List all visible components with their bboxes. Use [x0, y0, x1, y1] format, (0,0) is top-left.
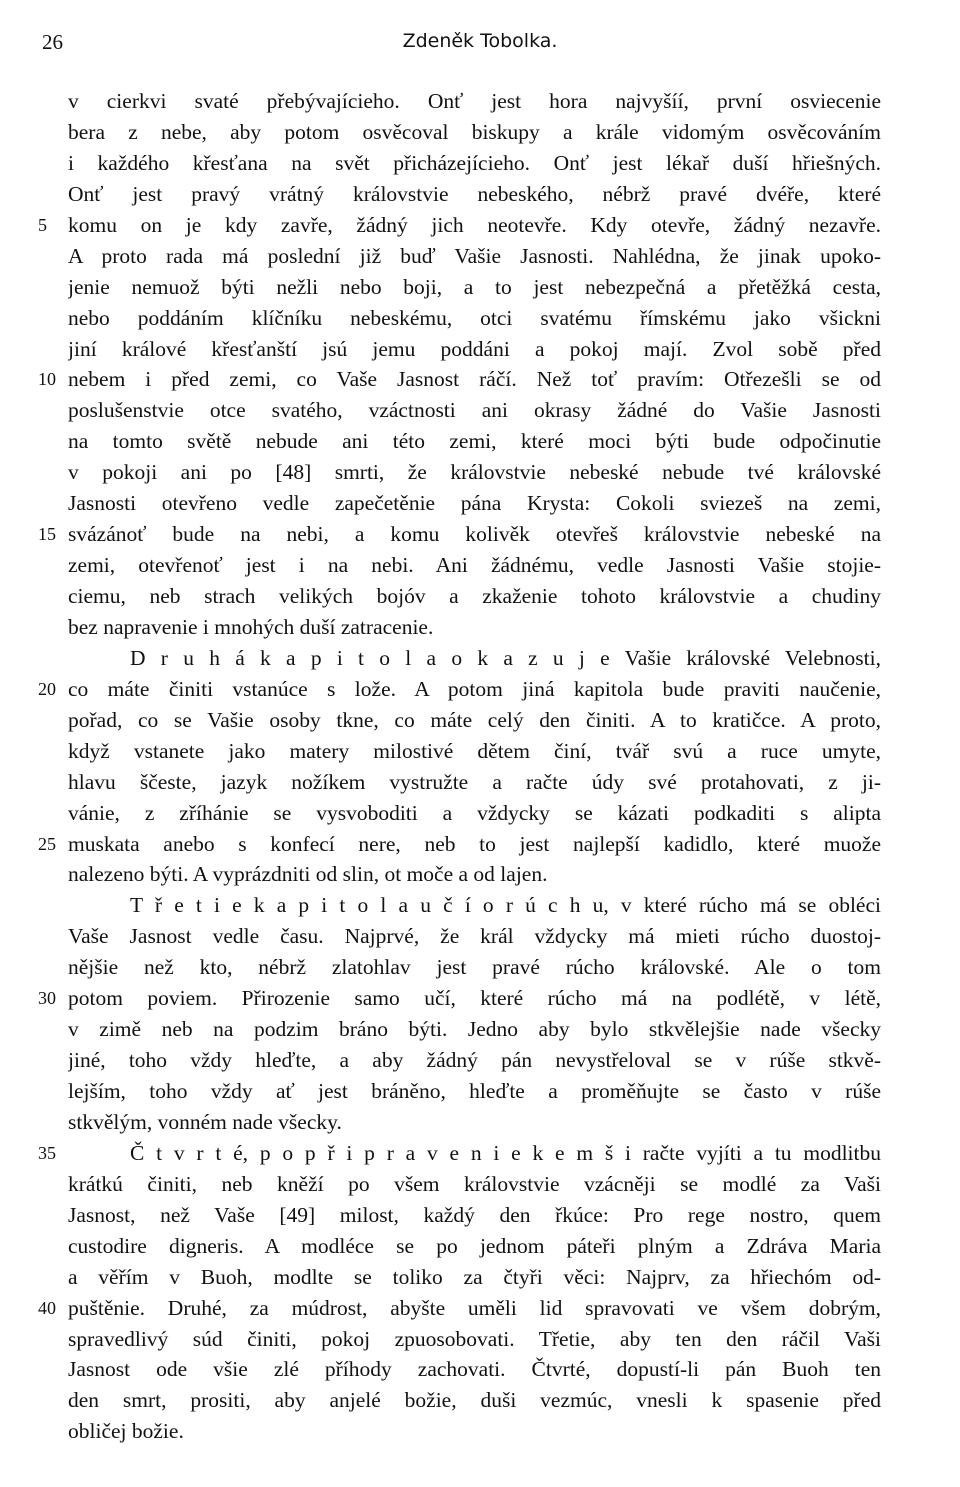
- text-line: [0, 272, 960, 303]
- line-text: a věřím v Buoh, modlte se toliko za čtyři věci: Najprv, za hřiechóm od-: [68, 1264, 881, 1289]
- text-line: [0, 859, 960, 890]
- text-line: [0, 241, 960, 272]
- text-line: [0, 1014, 960, 1045]
- text-line: [0, 86, 960, 117]
- line-text: v cierkvi svaté přebývajícieho. Onť jest hora najvyšíí, první osviecenie: [68, 89, 881, 113]
- line-number: 20: [38, 678, 56, 699]
- text-line: [0, 921, 960, 952]
- text-line: [0, 1262, 960, 1293]
- line-text: stkvělým, vonném nade všecky.: [68, 1109, 342, 1134]
- text-line: [0, 952, 960, 983]
- line-text: jiné, toho vždy hleďte, a aby žádný pán nevystřeloval se v rúše stkvě-: [68, 1048, 881, 1073]
- line-text: puštěnie. Druhé, za múdrost, abyšte uměli lid spravovati ve všem dobrým,: [68, 1295, 881, 1320]
- line-text: ciemu, neb strach velikých bojóv a zkaženie tohoto královstvie a chudiny: [68, 584, 881, 608]
- line-text: zemi, otevřenoť jest i na nebi. Ani žádnému, vedle Jasnosti Vašie stojie-: [68, 553, 881, 578]
- line-text: pořad, co se Vašie osoby tkne, co máte celý den činiti. A to kratičce. A proto,: [68, 707, 881, 732]
- text-line: [0, 736, 960, 767]
- line-text: nebem i před zemi, co Vaše Jasnost ráčí. Než toť pravím: Otřezešli se od: [68, 367, 881, 392]
- page-number: 26: [42, 30, 63, 54]
- text-line: [0, 705, 960, 736]
- line-text: custodire digneris. A modléce se po jednom páteři plným a Zdráva Maria: [68, 1233, 881, 1258]
- line-text: co máte činiti vstanúce s lože. A potom jiná kapitola bude praviti naučenie,: [68, 676, 881, 701]
- text-line: [0, 519, 960, 550]
- text-line: [0, 210, 960, 241]
- line-text: vánie, z zříhánie se vysvoboditi a vždycky se kázati podkaditi s alipta: [68, 800, 881, 825]
- text-line: [0, 612, 960, 643]
- line-text: den smrt, prositi, aby anjelé božie, duši vezmúc, vnesli k spasenie před: [68, 1388, 881, 1413]
- line-text: Vaše Jasnost vedle času. Najprvé, že král vždycky má mieti rúcho duostoj-: [68, 924, 881, 949]
- text-line: [0, 426, 960, 457]
- line-text: krátkú činiti, neb kněží po všem královstvie vzácněji se modlé za Vaši: [68, 1171, 881, 1196]
- line-text: komu on je kdy zavře, žádný jich neotevře. Kdy otevře, žádný nezavře.: [68, 212, 881, 237]
- text-line: [0, 890, 960, 921]
- line-text: i každého křesťana na svět přicházejícieho. Onť jest lékař duší hřiešných.: [68, 150, 881, 175]
- line-text: na tomto světě nebude ani této zemi, které moci býti bude odpočinutie: [68, 429, 881, 454]
- body-text: [0, 86, 960, 1447]
- line-number: 15: [38, 524, 56, 545]
- line-text: v pokoji ani po [48] smrti, že královstvie nebeské nebude tvé královské: [68, 460, 881, 485]
- line-text: svázánoť bude na nebi, a komu kolivěk otevřeš královstvie nebeské na: [68, 522, 881, 547]
- line-text: muskata anebo s konfecí nere, neb to jest najlepší kadidlo, které muože: [68, 831, 881, 856]
- line-text: D r u h á k a p i t o l a o k a z u j e Vašie královské Velebnosti,: [130, 645, 881, 670]
- line-text: jenie nemuož býti nežli nebo boji, a to jest nebezpečná a přetěžká cesta,: [68, 274, 881, 299]
- text-line: [0, 829, 960, 860]
- line-text: nějšie než kto, nébrž zlatohlav jest pravé rúcho královské. Ale o tom: [68, 955, 881, 980]
- text-line: [0, 148, 960, 179]
- text-line: [0, 983, 960, 1014]
- line-text: potom poviem. Přirozenie samo učí, které rúcho má na podlétě, v létě,: [68, 986, 881, 1011]
- line-text: T ř e t i e k a p i t o l a u č í o r ú c h u, v které rúcho má se obléci: [130, 893, 881, 918]
- text-line: [0, 364, 960, 395]
- text-line: [0, 1200, 960, 1231]
- line-text: Onť jest pravý vrátný královstvie nebeského, nébrž pravé dvéře, které: [68, 181, 881, 206]
- line-text: A proto rada má poslední již buď Vašie Jasnosti. Nahlédna, že jinak upoko-: [68, 243, 881, 268]
- text-line: [0, 674, 960, 705]
- running-head: Zdeněk Tobolka.: [402, 30, 558, 52]
- page-header: [0, 30, 960, 60]
- line-text: spravedlivý súd činiti, pokoj zpuosobovati. Třetie, aby ten den ráčil Vaši: [68, 1326, 881, 1351]
- text-line: [0, 1107, 960, 1138]
- line-number: 40: [38, 1297, 56, 1318]
- text-line: [0, 457, 960, 488]
- line-text: Jasnost, než Vaše [49] milost, každý den řkúce: Pro rege nostro, quem: [68, 1202, 881, 1227]
- line-text: jiní králové křesťanští jsú jemu poddáni a pokoj mají. Zvol sobě před: [68, 336, 881, 361]
- line-text: Jasnosti otevřeno vedle zapečetěnie pána Krysta: Cokoli sviezeš na zemi,: [68, 491, 881, 516]
- line-text: nalezeno býti. A vyprázdniti od slin, ot moče a od lajen.: [68, 862, 548, 887]
- line-text: když vstanete jako matery milostivé dětem činí, tvář svú a ruce umyte,: [68, 738, 881, 763]
- text-line: [0, 488, 960, 519]
- line-text: Č t v r t é, p o p ř i p r a v e n i e k e m š i račte vyjíti a tu modlitbu: [130, 1140, 881, 1165]
- text-line: [0, 1169, 960, 1200]
- text-line: [0, 767, 960, 798]
- line-text: obličej božie.: [68, 1419, 184, 1444]
- line-number: 10: [38, 369, 56, 390]
- text-line: [0, 1076, 960, 1107]
- text-line: [0, 303, 960, 334]
- text-line: [0, 1416, 960, 1447]
- line-text: nebo poddáním klíčníku nebeskému, otci svatému římskému jako všickni: [68, 305, 881, 330]
- text-line: [0, 395, 960, 426]
- line-number: 25: [38, 833, 56, 854]
- text-line: [0, 179, 960, 210]
- text-line: [0, 643, 960, 674]
- line-text: bera z nebe, aby potom osvěcoval biskupy a krále vidomým osvěcováním: [68, 119, 881, 144]
- text-line: [0, 1045, 960, 1076]
- line-text: v zimě neb na podzim bráno býti. Jedno aby bylo stkvělejšie nade všecky: [68, 1017, 881, 1042]
- line-number: 5: [38, 214, 47, 235]
- line-number: 35: [38, 1142, 56, 1163]
- text-line: [0, 1231, 960, 1262]
- line-text: bez napravenie i mnohých duší zatracenie.: [68, 614, 434, 639]
- line-text: hlavu ščeste, jazyk nožíkem vystružte a račte údy své protahovati, z ji-: [68, 769, 881, 794]
- text-line: [0, 798, 960, 829]
- text-line: [0, 581, 960, 612]
- text-line: [0, 550, 960, 581]
- text-line: [0, 1385, 960, 1416]
- text-line: [0, 1324, 960, 1355]
- line-number: 30: [38, 988, 56, 1009]
- text-line: [0, 117, 960, 148]
- line-text: lejším, toho vždy ať jest bráněno, hleďte a proměňujte se často v rúše: [68, 1079, 881, 1103]
- text-line: [0, 1138, 960, 1169]
- text-line: [0, 334, 960, 365]
- text-line: [0, 1293, 960, 1324]
- text-line: [0, 1354, 960, 1385]
- line-text: poslušenstvie otce svatého, vzáctnosti ani okrasy žádné do Vašie Jasnosti: [68, 398, 881, 423]
- line-text: Jasnost ode všie zlé příhody zachovati. Čtvrté, dopustí-li pán Buoh ten: [68, 1357, 881, 1382]
